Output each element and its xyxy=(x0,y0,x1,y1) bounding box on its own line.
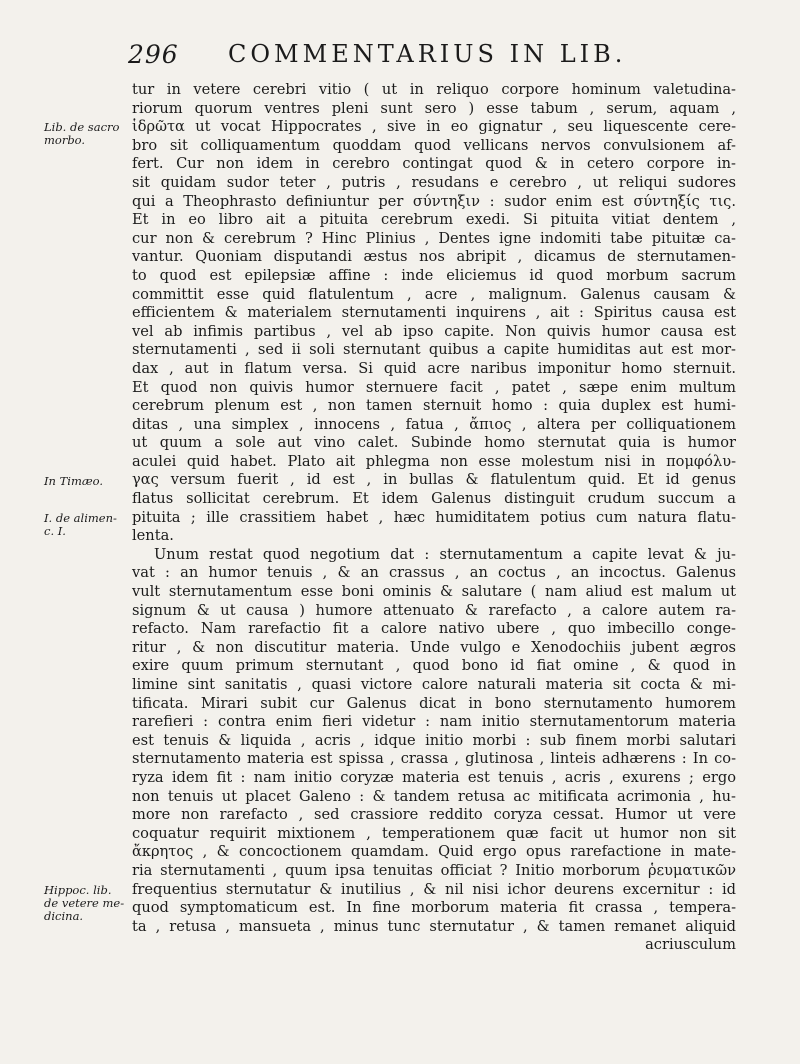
text-line: cur non & cerebrum ? Hinc Plinius , Dentes igne indomiti tabe pituitæ ca- xyxy=(132,229,736,247)
text-line: tur in vetere cerebri vitio ( ut in reliquo corpore hominum valetudina- xyxy=(132,81,736,98)
text-line: riorum quorum ventres pleni sunt sero ) esse tabum , serum, aquam , xyxy=(132,99,736,117)
body-text xyxy=(132,81,736,955)
text-line: ut quum a sole aut vino calet. Subinde homo sternutat quia is humor xyxy=(132,434,736,452)
text-line: limine sint sanitatis , quasi victore calore naturali materia sit cocta & mi- xyxy=(132,676,736,693)
text-line: ἄκρητος , & concoctionem quamdam. Quid ergo opus rarefactione in mate- xyxy=(132,843,736,861)
text-line: exire quum primum sternutant , quod bono id fiat omine , & quod in xyxy=(132,657,736,675)
text-line: sternutamenti , sed ii soli sternutant quibus a capite humiditas aut est mor- xyxy=(132,341,736,359)
text-line: fert. Cur non idem in cerebro contingat quod & in cetero corpore in- xyxy=(132,155,736,173)
margin-note: Lib. de sacro morbo. xyxy=(44,120,120,148)
margin-note: In Timæo. xyxy=(44,473,104,488)
text-line: ria sternutamenti , quum ipsa tenuitas officiat ? Initio morborum ῥευματικῶν xyxy=(132,861,736,879)
running-title: COMMENTARIUS IN LIB. xyxy=(228,40,627,68)
text-line: cerebrum plenum est , non tamen sternuit homo : quia duplex est humi- xyxy=(132,397,736,415)
page-header xyxy=(128,40,740,76)
text-line: acriusculum xyxy=(645,936,736,954)
text-line: more non rarefacto , sed crassiore reddito coryza cessat. Humor ut vere xyxy=(132,806,736,824)
text-line: ditas , una simplex , innocens , fatua , ἄπιος , altera per colliquationem xyxy=(132,415,736,433)
text-line: rarefieri : contra enim fieri videtur : nam initio sternutamentorum materia xyxy=(132,713,736,731)
text-line: Unum restat quod negotium dat : sternutamentum a capite levat & ju- xyxy=(154,545,736,563)
margin-note: Hippoc. lib. de vetere me- dicina. xyxy=(44,882,125,923)
text-line: Et in eo libro ait a pituita cerebrum exedi. Si pituita vitiat dentem , xyxy=(132,211,736,229)
text-line: to quod est epilepsiæ affine : inde eliciemus id quod morbum sacrum xyxy=(132,266,736,284)
text-line: ἱδρῶτα ut vocat Hippocrates , sive in eo gignatur , seu liquescente cere- xyxy=(132,118,736,136)
text-line: qui a Theophrasto definiuntur per σύντηξιν : sudor enim est σύντηξίς τις. xyxy=(132,192,736,210)
text-line: bro sit colliquamentum quoddam quod vellicans nervos convulsionem af- xyxy=(132,136,736,154)
text-line: signum & ut causa ) humore attenuato & rarefacto , a calore autem ra- xyxy=(132,601,736,619)
text-line: sit quidam sudor teter , putris , resudans e cerebro , ut reliqui sudores xyxy=(132,173,736,191)
text-line: est tenuis & liquida , acris , idque initio morbi : sub finem morbi salutari xyxy=(132,731,736,749)
text-line: ta , retusa , mansueta , minus tunc sternutatur , & tamen remanet aliquid xyxy=(132,917,736,935)
text-line: vantur. Quoniam disputandi æstus nos abripit , dicamus de sternutamen- xyxy=(132,248,736,266)
text-line: ryza idem fit : nam initio coryzæ materia est tenuis , acris , exurens ; ergo xyxy=(132,768,736,786)
text-line: non tenuis ut placet Galeno : & tandem retusa ac mitificata acrimonia , hu- xyxy=(132,787,736,805)
text-line: vult sternutamentum esse boni ominis & salutare ( nam aliud est malum ut xyxy=(132,583,736,601)
text-line: Et quod non quivis humor sternuere facit , patet , sæpe enim multum xyxy=(132,378,736,396)
page-number: 296 xyxy=(128,40,179,69)
text-line: quod symptomaticum est. In fine morborum materia fit crassa , tempera- xyxy=(132,899,736,917)
text-line: dax , aut in flatum versa. Si quid acre naribus imponitur homo sternuit. xyxy=(132,359,736,377)
text-line: efficientem & materialem sternutamenti inquirens , ait : Spiritus causa est xyxy=(132,304,736,322)
text-line: coquatur requirit mixtionem , temperationem quæ facit ut humor non sit xyxy=(132,824,736,842)
text-line: aculei quid habet. Plato ait phlegma non esse molestum nisi in πομφόλυ- xyxy=(132,452,736,470)
text-line: pituita ; ille crassitiem habet , hæc humiditatem potius cum natura flatu- xyxy=(132,508,736,526)
text-line: flatus sollicitat cerebrum. Et idem Galenus distinguit crudum succum a xyxy=(132,490,736,508)
text-line: frequentius sternutatur & inutilius , & nil nisi ichor deurens excernitur : id xyxy=(132,880,736,898)
text-line: refacto. Nam rarefactio fit a calore nativo ubere , quo imbecillo conge- xyxy=(132,620,736,638)
margin-note: I. de alimen- c. I. xyxy=(44,510,117,538)
text-line: lenta. xyxy=(132,527,174,545)
text-line: committit esse quid flatulentum , acre , malignum. Galenus causam & xyxy=(132,285,736,303)
text-line: vel ab infimis partibus , vel ab ipso capite. Non quivis humor causa est xyxy=(132,322,736,340)
text-line: tificata. Mirari subit cur Galenus dicat in bono sternutamento humorem xyxy=(132,694,736,712)
text-line: ritur , & non discutitur materia. Unde vulgo e Xenodochiis jubent ægros xyxy=(132,638,736,656)
text-line: sternutamento materia est spissa , crassa , glutinosa , linteis adhærens : In co- xyxy=(132,750,736,768)
text-line: vat : an humor tenuis , & an crassus , an coctus , an incoctus. Galenus xyxy=(132,564,736,582)
text-line: γας versum fuerit , id est , in bullas & flatulentum quid. Et id genus xyxy=(132,471,736,489)
